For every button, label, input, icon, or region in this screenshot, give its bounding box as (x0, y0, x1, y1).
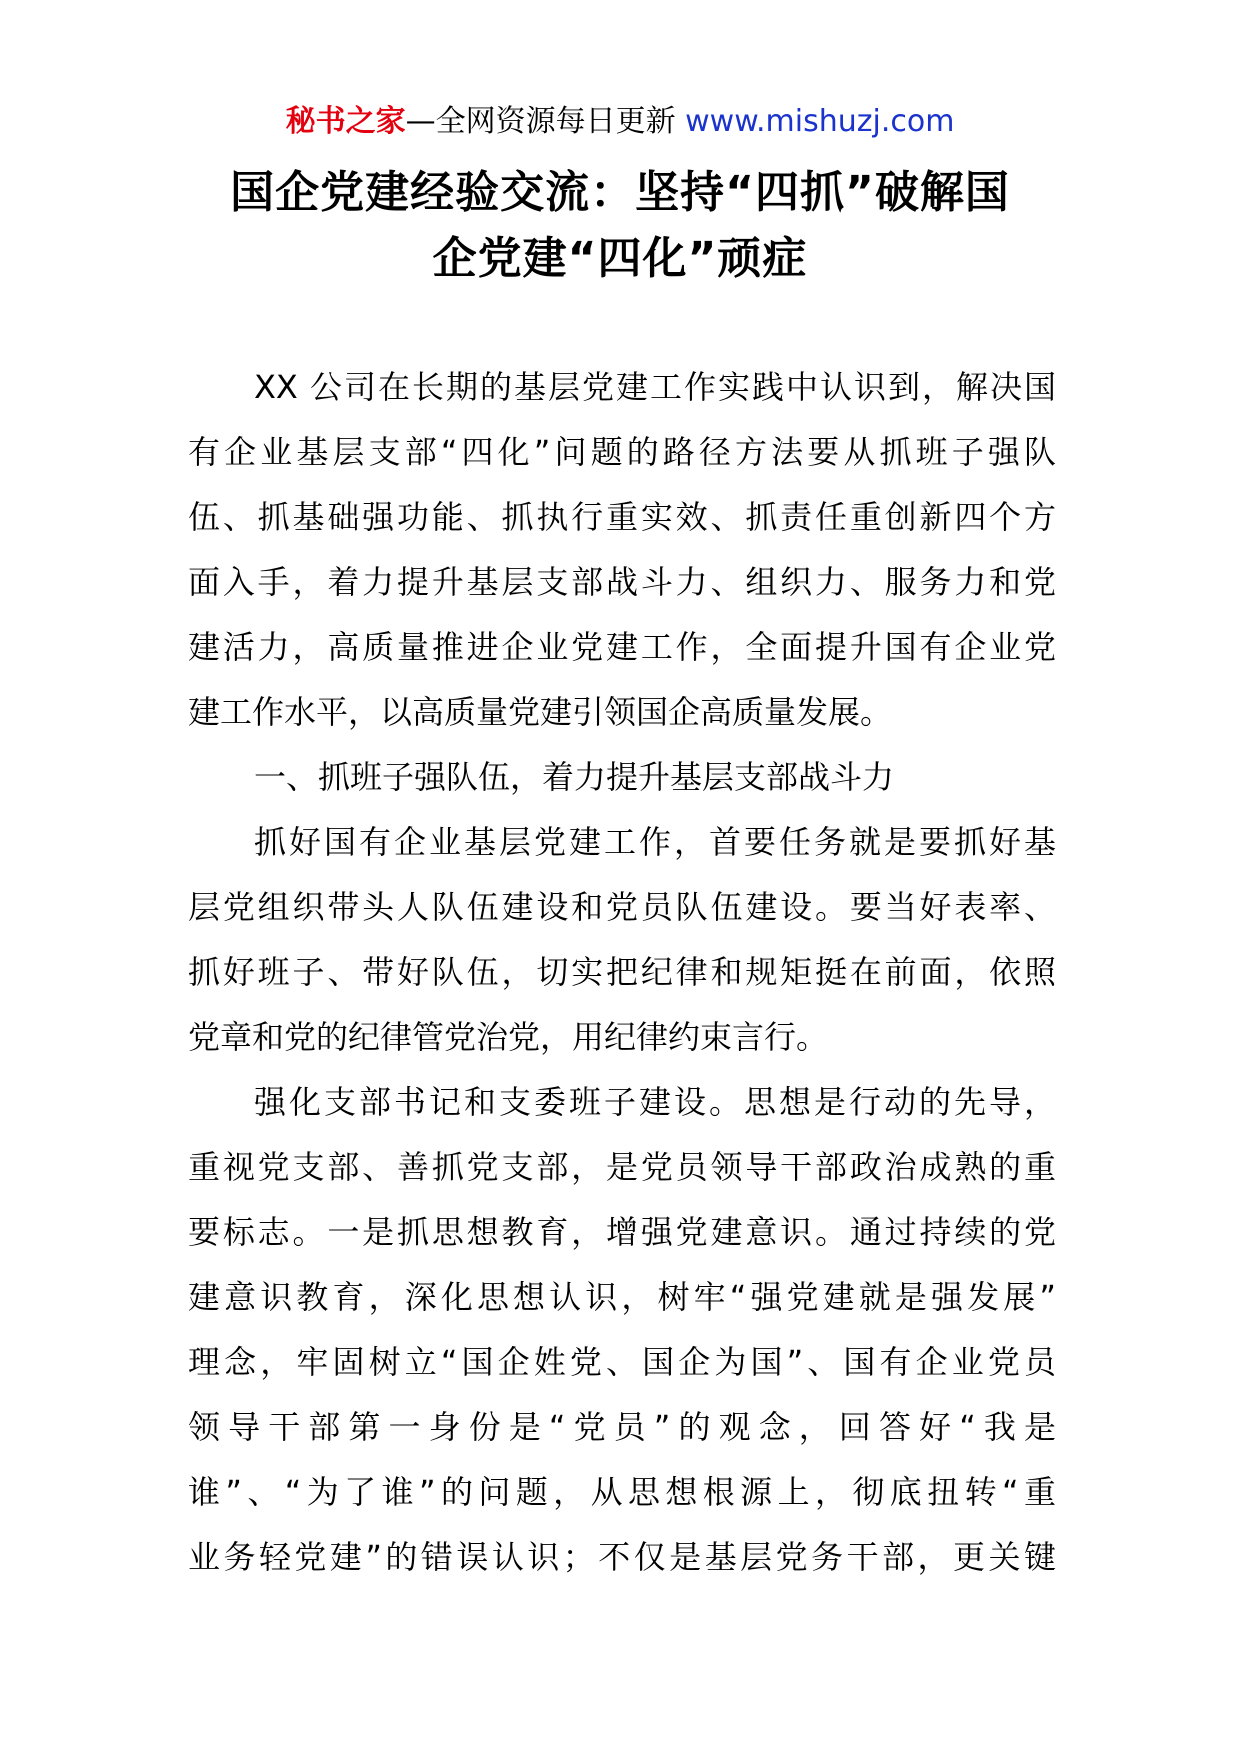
body-line: 业务轻党建”的错误认识；不仅是基层党务干部，更关键 (188, 1538, 1056, 1576)
document-body (188, 355, 1056, 1590)
document-title (150, 160, 1090, 292)
body-line: 面入手，着力提升基层支部战斗力、组织力、服务力和党 (188, 563, 1056, 601)
site-header (0, 100, 1240, 144)
body-line: 领导干部第一身份是“党员”的观念，回答好“我是 (188, 1408, 1056, 1446)
header-tagline: —全网资源每日更新 (405, 104, 686, 139)
brand-name: 秘书之家 (285, 104, 406, 139)
body-line: 抓好班子、带好队伍，切实把纪律和规矩挺在前面，依照 (188, 953, 1056, 991)
body-line: 建意识教育，深化思想认识，树牢“强党建就是强发展” (188, 1278, 1056, 1316)
body-line: 建工作水平，以高质量党建引领国企高质量发展。 (188, 693, 893, 731)
title-line: 企党建“四化”顽症 (432, 233, 808, 284)
body-line: 建活力，高质量推进企业党建工作，全面提升国有企业党 (188, 628, 1056, 666)
body-line: 重视党支部、善抓党支部，是党员领导干部政治成熟的重 (188, 1148, 1056, 1186)
body-line: 谁”、“为了谁”的问题，从思想根源上，彻底扭转“重 (188, 1473, 1056, 1511)
body-line: 强化支部书记和支委班子建设。思想是行动的先导， (254, 1083, 1056, 1121)
body-line: 有企业基层支部“四化”问题的路径方法要从抓班子强队 (188, 433, 1056, 471)
section-heading: 一、抓班子强队伍，着力提升基层支部战斗力 (254, 758, 895, 796)
body-line: XX 公司在长期的基层党建工作实践中认识到，解决国 (254, 368, 1056, 406)
body-line: 党章和党的纪律管党治党，用纪律约束言行。 (188, 1018, 829, 1056)
body-line: 抓好国有企业基层党建工作，首要任务就是要抓好基 (254, 823, 1056, 861)
body-line: 要标志。一是抓思想教育，增强党建意识。通过持续的党 (188, 1213, 1056, 1251)
title-line: 国企党建经验交流：坚持“四抓”破解国 (230, 167, 1010, 218)
body-line: 伍、抓基础强功能、抓执行重实效、抓责任重创新四个方 (188, 498, 1056, 536)
body-line: 层党组织带头人队伍建设和党员队伍建设。要当好表率、 (188, 888, 1056, 926)
body-line: 理念，牢固树立“国企姓党、国企为国”、国有企业党员 (188, 1343, 1056, 1381)
site-url-link[interactable]: www.mishuzj.com (685, 104, 955, 139)
